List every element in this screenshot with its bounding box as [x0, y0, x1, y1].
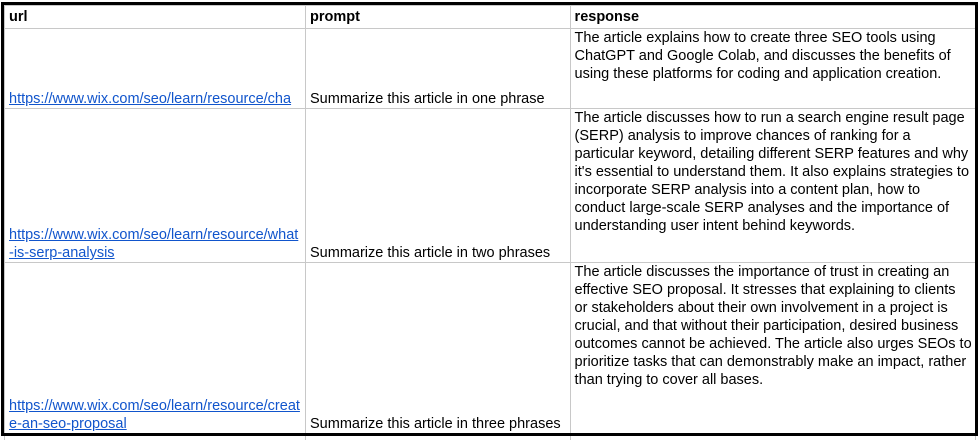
response-cell[interactable]: The article discusses how to run a search engine result page (SERP) analysis to improve chances of ranking for a particular keyword, detailing different SERP features and why it's essential to understand them. It also explains strategies to incorporate SERP analysis into a content plan, how to conduct large-scale SERP analyses and the importance of understanding user intent behind keywords.: [570, 109, 975, 263]
url-cell[interactable]: [5, 109, 306, 263]
url-link[interactable]: https://www.wix.com/seo/learn/resource/create-an-seo-proposal: [9, 398, 300, 432]
data-table: [4, 5, 976, 440]
table-row: [5, 263, 976, 434]
table-row: [5, 109, 976, 263]
empty-row: [5, 434, 976, 440]
response-cell[interactable]: The article explains how to create three SEO tools using ChatGPT and Google Colab, and discusses the benefits of using these platforms for coding and application creation.: [570, 29, 975, 109]
header-row: [5, 6, 976, 29]
prompt-cell[interactable]: Summarize this article in two phrases: [306, 109, 571, 263]
empty-cell[interactable]: [5, 434, 306, 440]
header-response[interactable]: response: [570, 6, 975, 29]
url-cell[interactable]: [5, 29, 306, 109]
url-link[interactable]: https://www.wix.com/seo/learn/resource/cha: [9, 91, 292, 107]
header-prompt[interactable]: prompt: [306, 6, 571, 29]
prompt-cell[interactable]: Summarize this article in three phrases: [306, 263, 571, 434]
empty-cell[interactable]: [306, 434, 571, 440]
header-url[interactable]: url: [5, 6, 306, 29]
url-cell[interactable]: [5, 263, 306, 434]
prompt-cell[interactable]: Summarize this article in one phrase: [306, 29, 571, 109]
empty-cell[interactable]: [570, 434, 975, 440]
response-cell[interactable]: The article discusses the importance of trust in creating an effective SEO proposal. It stresses that explaining to clients or stakeholders about their own involvement in a project is crucial, and that without their participation, desired business outcomes cannot be achieved. The article also urges SEOs to prioritize tasks that can demonstrably make an impact, rather than trying to cover all bases.: [570, 263, 975, 434]
url-link[interactable]: https://www.wix.com/seo/learn/resource/what-is-serp-analysis: [9, 227, 299, 261]
table-row: [5, 29, 976, 109]
